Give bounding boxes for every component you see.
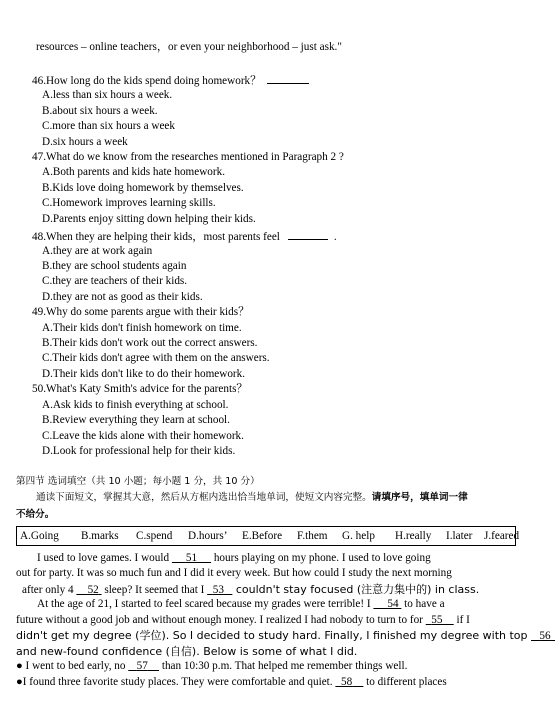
blank-number: 56 xyxy=(539,630,551,642)
blank-56[interactable] xyxy=(531,630,555,642)
blank-number: 57 xyxy=(136,660,148,672)
passage-text: sleep? It seemed that I xyxy=(101,584,208,596)
question-46 xyxy=(32,73,309,88)
option: D.Look for professional help for their kids. xyxy=(42,445,236,457)
instruction-text: 通读下面短文，掌握其大意，然后从方框内选出恰当地单词，使短文内容完整。 xyxy=(36,492,372,503)
option: D.Their kids don't like to do their homework. xyxy=(42,368,246,380)
word-option: C.spend xyxy=(136,530,173,542)
blank-number: 55 xyxy=(431,614,443,626)
blank-51[interactable] xyxy=(172,552,211,564)
passage-text: couldn't stay focused (注意力集中的) in class. xyxy=(232,583,480,596)
instruction-bold: 不给分。 xyxy=(16,509,55,520)
passage-text: to different places xyxy=(363,676,447,688)
option: B.Review everything they learn at school. xyxy=(42,414,230,426)
option: C.more than six hours a week xyxy=(42,120,175,132)
blank-number: 54 xyxy=(387,598,399,610)
word-option: G. help xyxy=(342,530,375,542)
passage-text: ● I went to bed early, no xyxy=(16,660,129,672)
passage-text: didn't get my degree (学位). So I decided to study hard. Finally, I finished my degree with top xyxy=(16,629,532,642)
blank-58[interactable] xyxy=(335,676,363,688)
passage-line xyxy=(37,552,431,565)
option: A.they are at work again xyxy=(42,245,153,257)
instruction-bold: 请填序号，填单词一律 xyxy=(371,492,468,503)
passage-line xyxy=(16,660,407,673)
blank-52[interactable] xyxy=(76,584,101,596)
option: B.about six hours a week. xyxy=(42,105,158,117)
blank-53[interactable] xyxy=(207,584,232,596)
option: C.Leave the kids alone with their homework. xyxy=(42,430,244,442)
option: C.they are teachers of their kids. xyxy=(42,275,188,287)
passage-tail: resources – online teachers，or even your neighborhood – just ask." xyxy=(36,41,342,53)
passage-line xyxy=(37,598,445,611)
word-option: F.them xyxy=(297,530,328,542)
word-option: B.marks xyxy=(81,530,119,542)
passage-text: future without a good job and without enough money. I realized I had nobody to turn to for xyxy=(16,614,426,626)
word-bank xyxy=(16,526,520,546)
option: B.Kids love doing homework by themselves. xyxy=(42,182,244,194)
option: B.Their kids don't work out the correct answers. xyxy=(42,337,258,349)
option: A.Ask kids to finish everything at school. xyxy=(42,399,229,411)
blank-number: 52 xyxy=(87,584,99,596)
passage-text: hours playing on my phone. I used to love going xyxy=(211,552,431,564)
option: C.Their kids don't agree with them on the answers. xyxy=(42,352,270,364)
word-option: D.hours’ xyxy=(188,530,228,542)
blank-number: 53 xyxy=(212,584,224,596)
passage-text: I used to love games. I would xyxy=(37,552,172,564)
answer-blank xyxy=(267,73,309,84)
passage-text: than 10:30 p.m. That helped me remember things well. xyxy=(159,660,408,672)
blank-number: 51 xyxy=(185,552,198,564)
option: D.six hours a week xyxy=(42,136,128,148)
blank-54[interactable] xyxy=(373,598,401,610)
blank-number: 58 xyxy=(340,676,353,688)
stem-period: . xyxy=(333,231,337,243)
word-option: H.really xyxy=(395,530,432,542)
option: B.they are school students again xyxy=(42,260,187,272)
blank-55[interactable] xyxy=(426,614,454,626)
word-option: A.Going xyxy=(20,530,59,542)
passage-line xyxy=(22,583,479,597)
question-48 xyxy=(32,229,337,244)
passage-text: At the age of 21, I started to feel scared because my grades were terrible! I xyxy=(37,598,374,610)
answer-blank xyxy=(288,229,328,240)
option: C.Homework improves learning skills. xyxy=(42,197,216,209)
passage-text: ●I found three favorite study places. They were comfortable and quiet. xyxy=(16,676,336,688)
section-instruction-cont xyxy=(16,508,54,521)
option: A.Their kids don't finish homework on time. xyxy=(42,322,242,334)
question-47: 47.What do we know from the researches mentioned in Paragraph 2 ? xyxy=(32,151,344,163)
word-option: I.later xyxy=(446,530,473,542)
word-option: J.feared xyxy=(484,530,520,542)
question-50: 50.What's Katy Smith's advice for the parents？ xyxy=(32,383,248,395)
passage-line xyxy=(16,676,447,689)
passage-line xyxy=(16,614,470,627)
question-stem: 48.When they are helping their kids，most parents feel xyxy=(32,231,280,243)
blank-57[interactable] xyxy=(128,660,159,672)
question-49: 49.Why do some parents argue with their kids？ xyxy=(32,306,250,318)
passage-text: after only 4 xyxy=(22,584,77,596)
option: A.less than six hours a week. xyxy=(42,89,173,101)
section-instruction xyxy=(36,491,468,504)
passage-line xyxy=(16,629,555,643)
question-stem: 46.How long do the kids spend doing homework？ xyxy=(32,75,262,87)
passage-text: if I xyxy=(453,614,470,626)
option: D.they are not as good as their kids. xyxy=(42,291,203,303)
section-title: 第四节 选词填空（共 10 小题；每小题 1 分，共 10 分） xyxy=(16,476,260,487)
option: A.Both parents and kids hate homework. xyxy=(42,166,226,178)
passage-line: and new-found confidence (自信). Below is some of what I did. xyxy=(16,645,358,658)
word-option: E.Before xyxy=(242,530,283,542)
passage-text: to have a xyxy=(401,598,445,610)
passage-line: out for party. It was so much fun and I did it every week. But how could I study the next morning xyxy=(16,567,452,579)
option: D.Parents enjoy sitting down helping their kids. xyxy=(42,213,256,225)
